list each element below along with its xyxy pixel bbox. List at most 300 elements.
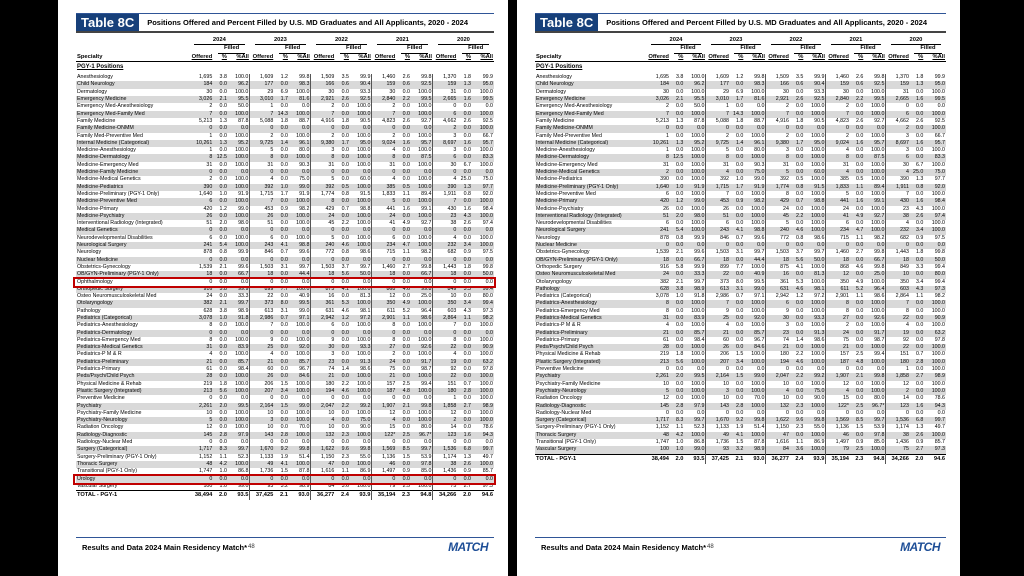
pct-us-md-value: 0.8 [790, 184, 804, 191]
table-label: Table 8C [535, 14, 598, 31]
pct-all-value: 100.0 [235, 409, 249, 416]
offered-value: 213 [646, 359, 670, 366]
pct-us-md-value: 25.0 [910, 169, 924, 176]
pct-all-value: 100.0 [479, 409, 493, 416]
table-row [535, 96, 946, 103]
pct-all-value: 100.0 [864, 300, 886, 307]
offered-value: 234 [372, 242, 396, 249]
pct-all-value: 100.0 [691, 205, 705, 212]
pct-all-value: 92.7 [421, 117, 432, 124]
offered-value: 0 [706, 242, 730, 249]
pct-all-value: 100.0 [228, 417, 250, 424]
pct-us-md-value: 3.4 [457, 300, 472, 307]
pct-all-value: 98.8 [744, 227, 766, 234]
pct-all-value: 100.0 [418, 161, 432, 168]
offered-value: 6 [209, 234, 213, 241]
pct-us-md-value: 0.0 [670, 344, 684, 351]
offered-value: 10 [311, 410, 335, 417]
pct-us-md-value: 0.0 [274, 213, 289, 220]
pct-us-md-value: 0.0 [213, 111, 228, 118]
table-row [535, 154, 946, 161]
offered-value: 1,670 [706, 417, 730, 424]
pct-us-md-value: 0.0 [850, 330, 864, 337]
offered-value: 0 [250, 279, 274, 286]
pct-all-value: 100.0 [811, 147, 825, 154]
pct-all-value: 40.9 [299, 293, 310, 300]
pct-all-value: 91.5 [804, 184, 826, 191]
specialty-name: Nuclear Medicine [76, 257, 189, 264]
specialty-name: Pathology [77, 307, 101, 314]
pct-us-md-value: 0.0 [910, 257, 924, 264]
specialty-name: Neurodevelopmental Disabilities [536, 220, 612, 227]
pct-all-value: 100.0 [924, 227, 946, 234]
table-row [76, 162, 494, 169]
pct-us-md-value: 0.0 [790, 388, 804, 395]
pct-all-value: 100.0 [479, 336, 493, 343]
pct-all-value: 100.0 [479, 234, 493, 241]
offered-value: 453 [250, 206, 274, 213]
offered-value: 0 [311, 169, 335, 176]
year-label: 2022 [316, 37, 367, 45]
pct-us-md-value: 3.2 [730, 446, 744, 454]
offered-value: 132 [766, 403, 790, 410]
footer-text: Results and Data 2024 Main Residency Match* [541, 543, 707, 552]
pct-all-value: 83.9 [228, 344, 250, 351]
pct-all-value: 100.0 [684, 169, 706, 176]
offered-value: 1,509 [766, 74, 790, 81]
pct-us-md-value: 2.5 [855, 351, 864, 358]
pct-us-md-value: 1.2 [280, 74, 288, 81]
pct-all-value: 97.5 [482, 249, 493, 256]
offered-value: 21 [311, 373, 335, 380]
pct-us-md-value: 5.8 [676, 263, 684, 270]
pct-all-value: 0.0 [472, 476, 494, 483]
pct-us-md-value: 3.8 [676, 74, 684, 81]
pct-all-value: 85.0 [421, 468, 432, 475]
pct-all-value: 0.0 [411, 227, 433, 234]
pct-all-value: 95.0 [804, 140, 826, 147]
offered-value: 60 [706, 337, 730, 344]
offered-value: 2 [433, 125, 457, 132]
table-row [535, 103, 946, 110]
pct-all-value: 100.0 [871, 161, 885, 168]
pct-all-value: 0.0 [289, 169, 311, 176]
pct-us-md-value: 0.0 [676, 307, 684, 314]
pct-us-md-value: 0.0 [457, 271, 472, 278]
offered-value: 41 [826, 213, 850, 220]
specialty-name: Child Neurology [76, 81, 189, 88]
pct-all-value: 75.0 [350, 417, 372, 424]
pct-all-value: 98.9 [299, 482, 310, 489]
pct-all-value: 0.0 [228, 476, 250, 483]
pct-all-value: 0.0 [937, 103, 945, 110]
pct-us-md-value: 0.0 [850, 315, 864, 322]
specialty-name: Internal Medicine (Categorical) [535, 140, 646, 147]
offered-value: 1,695 [655, 74, 669, 81]
pct-us-md-value: 0.0 [280, 395, 288, 402]
offered-value: 1,133 [250, 454, 274, 461]
offered-value: 1,503 [766, 249, 790, 256]
pct-us-md-value: 0.0 [670, 125, 684, 132]
offered-value: 875 [766, 264, 790, 271]
year-header [646, 37, 706, 45]
pct-us-md-value: 0.0 [910, 344, 924, 351]
offered-value: 15 [826, 395, 850, 402]
pct-us-md-value: 4.3 [463, 307, 471, 314]
pct-us-md-value: 0.0 [280, 293, 288, 300]
specialty-name: Dermatology [536, 88, 567, 95]
year-label: 2024 [194, 37, 245, 45]
pct-all-value: 100.0 [931, 366, 945, 373]
offered-value: 5 [706, 147, 730, 154]
offered-value: 7 [250, 198, 274, 205]
offered-value: 7 [706, 191, 730, 198]
match-logo: MATCH [448, 540, 488, 554]
pct-us-md-value: 0.0 [341, 234, 349, 241]
pct-all-value: 100.0 [296, 351, 310, 358]
pct-us-md-value: 0.0 [790, 242, 804, 249]
year-label: 2021 [377, 37, 428, 45]
offered-value: 1,736 [706, 439, 730, 446]
pct-us-md-value: 1.0 [670, 446, 684, 454]
pct-us-md-value: 0.0 [915, 88, 924, 95]
table-row [76, 308, 494, 315]
offered-value: 2 [372, 103, 396, 110]
pct-us-md-value: 0.0 [396, 227, 411, 234]
pct-us-md-value: 0.0 [850, 257, 864, 264]
pct-us-md-value: 1.1 [402, 190, 410, 197]
pct-us-md-value: 1.0 [219, 468, 227, 475]
pct-us-md-value: 0.0 [915, 132, 924, 139]
pct-all-value: 99.5 [864, 96, 886, 103]
specialty-name: Medical Genetics [76, 227, 189, 234]
offered-value: 4 [372, 176, 396, 183]
pct-all-value: 100.0 [350, 111, 372, 118]
pct-all-value: 98.2 [299, 205, 310, 212]
pct-all-value: 91.9 [744, 184, 766, 191]
pct-all-value: 98.9 [924, 373, 946, 380]
offered-value: 9,024 [826, 140, 850, 147]
offered-value: 37,425 [706, 454, 730, 464]
offered-value: 390 [189, 184, 213, 191]
offered-value: 0 [666, 409, 669, 416]
pct-all-value: 100.0 [684, 227, 706, 234]
offered-value: 241 [646, 227, 670, 234]
pct-us-md-value: 0.0 [915, 322, 924, 329]
pct-all-value: 100.0 [804, 227, 826, 234]
pct-all-value: 100.0 [744, 300, 766, 307]
pct-us-md-value: 1.2 [219, 205, 227, 212]
offered-value: 12 [663, 395, 669, 402]
pct-us-md-value: 0.0 [219, 234, 227, 241]
pct-us-md-value: 2.3 [396, 491, 411, 501]
pct-all-value: 99.9 [814, 74, 825, 81]
pct-all-value: 100.0 [472, 373, 494, 380]
pct-us-md-value: 5.4 [670, 227, 684, 234]
pct-us-md-value: 0.0 [402, 103, 410, 110]
pct-us-md-value: 2.1 [676, 278, 684, 285]
pct-all-value: 100.0 [411, 242, 433, 249]
offered-value: 18 [826, 257, 850, 264]
offered-value: 123 [886, 403, 910, 410]
pct-all-value: 92.5 [864, 81, 886, 88]
pct-us-md-value: 1.1 [402, 249, 410, 256]
pct-all-value: 100.0 [357, 322, 371, 329]
offered-value: 7 [886, 191, 910, 198]
pct-all-value: 89.4 [864, 184, 886, 191]
pct-us-md-value: 0.0 [676, 103, 684, 110]
specialty-name: Medicine-Medical Genetics [77, 176, 141, 183]
pct-us-md-value: 0.0 [790, 344, 804, 351]
offered-value: 12 [206, 424, 213, 431]
pct-all-value: 90.9 [472, 344, 494, 351]
offered-value: 392 [766, 176, 790, 183]
offered-value: 0 [372, 227, 396, 234]
offered-value: 1,907 [372, 403, 396, 410]
offered-value: 603 [433, 308, 457, 315]
pct-all-value: 100.0 [357, 220, 371, 227]
offered-value: 29 [706, 89, 730, 96]
pct-us-md-value: 0.0 [280, 176, 288, 183]
pct-all-value: 78.6 [482, 424, 493, 431]
pct-all-value: 99.7 [228, 446, 250, 453]
offered-value: 0 [766, 410, 790, 417]
offered-value: 0 [706, 410, 730, 417]
pct-all-value: 92.0 [744, 315, 766, 322]
offered-value: 2,864 [886, 293, 910, 300]
pct-us-md-value: 1.9 [280, 453, 288, 460]
pct-all-value: 100.0 [684, 154, 706, 161]
pct-us-md-value: 0.0 [219, 351, 227, 358]
offered-value: 19 [886, 330, 910, 337]
pct-all-value: 80.0 [421, 424, 432, 431]
pct-all-value: 97.1 [289, 315, 311, 322]
pct-all-value: 97.7 [472, 184, 494, 191]
pct-all-value: 100.0 [931, 380, 945, 387]
filled-label: Filled [279, 45, 307, 53]
pct-all-value: 99.7 [299, 263, 310, 270]
offered-value: 613 [250, 308, 274, 315]
offered-value: 21 [372, 373, 396, 380]
pct-us-md-value: 2.8 [457, 388, 472, 395]
offered-value: 79 [826, 446, 850, 454]
pct-us-md-value: 1.5 [280, 468, 288, 475]
pct-all-value: 93.5 [684, 454, 706, 464]
table-row [76, 242, 494, 249]
pct-all-value: 100.0 [811, 161, 825, 168]
offered-value: 0 [189, 257, 213, 264]
pct-us-md-value: 0.0 [402, 351, 410, 358]
pct-us-md-value: 0.0 [335, 111, 350, 118]
offered-value: 75 [886, 446, 910, 454]
specialty-name: Medicine-Emergency Med [77, 161, 139, 168]
pctall-header: %All [289, 54, 311, 62]
pct-us-md-value: 3.4 [910, 227, 924, 234]
pct-us-md-value: 0.0 [341, 293, 349, 300]
pct-us-md-value: 0.0 [396, 111, 411, 118]
offered-value: 382 [660, 278, 669, 285]
table-row [76, 169, 494, 176]
pct-us-md-value: 2.2 [790, 213, 804, 220]
pct-us-md-value: 0.0 [463, 88, 471, 95]
pct-all-value: 100.0 [296, 234, 310, 241]
offered-value: 4 [311, 417, 335, 424]
offered-value: 207 [250, 388, 274, 395]
pct-all-value: 90.9 [924, 315, 946, 322]
offered-header: Offered [372, 54, 396, 62]
table-row [76, 366, 494, 373]
pct-us-md-value: 0.0 [280, 322, 288, 329]
offered-value: 9 [250, 337, 274, 344]
pct-us-md-value: 1.8 [463, 74, 471, 81]
offered-value: 1 [666, 147, 669, 154]
offered-value: 61 [206, 366, 213, 373]
offered-value: 392 [706, 176, 730, 183]
pct-all-value: 99.7 [694, 278, 705, 285]
pct-all-value: 93.3 [814, 88, 825, 95]
offered-value: 2 [886, 125, 910, 132]
offered-value: 1,136 [826, 424, 850, 431]
specialty-name: Medicine-Primary [77, 205, 119, 212]
offered-value: 38 [433, 461, 457, 468]
offered-value: 23 [886, 206, 910, 213]
offered-value: 3,078 [189, 315, 213, 322]
section-label: PGY-1 Positions [536, 63, 583, 70]
pct-us-md-value: 1.8 [915, 249, 924, 256]
table-row [76, 213, 494, 220]
pct-all-value: 99.0 [299, 307, 310, 314]
pct-us-md-value: 0.0 [730, 257, 744, 264]
offered-header: Offered [250, 54, 274, 62]
specialty-name: Medicine-Medical Genetics [535, 169, 646, 176]
specialty-name: Pediatrics-Medical Genetics [535, 315, 646, 322]
pct-all-value: 85.7 [744, 330, 766, 337]
table-row [535, 395, 946, 402]
pct-us-md-value: 0.0 [274, 257, 289, 264]
pct-us-md-value: 0.0 [335, 213, 350, 220]
pct-all-value: 95.0 [350, 140, 372, 147]
pct-all-value: 99.8 [874, 249, 885, 256]
pct-all-value: 0.0 [684, 125, 706, 132]
offered-value: 24 [646, 271, 670, 278]
pct-us-md-value: 2.0 [670, 454, 684, 464]
offered-value: 0 [372, 169, 396, 176]
pct-all-value: 98.1 [360, 307, 371, 314]
offered-value: 30 [433, 162, 457, 169]
pct-us-md-value: 0.0 [730, 213, 744, 220]
pct-all-value: 100.0 [744, 403, 766, 410]
specialty-name: Psychiatry [76, 403, 189, 410]
pct-us-md-value: 0.0 [850, 154, 864, 161]
pct-us-md-value: 2.5 [396, 432, 411, 439]
pct-us-md-value: 2.6 [402, 117, 410, 124]
pct-us-md-value: 0.0 [730, 330, 744, 337]
pct-us-md-value: 0.0 [676, 147, 684, 154]
pct-us-md-value: 0.0 [730, 154, 744, 161]
offered-value: 390 [660, 176, 669, 183]
page-content [535, 13, 946, 464]
pct-us-md-value: 0.0 [219, 278, 227, 285]
pct-us-md-value: 2.1 [670, 96, 684, 103]
pct-all-value: 100.0 [691, 351, 705, 358]
specialty-header: Specialty [535, 54, 646, 62]
pct-all-value: 75.0 [299, 176, 310, 183]
pctall-header: %All [804, 54, 826, 62]
specialty-name: TOTAL - PGY-1 [535, 454, 646, 464]
pct-all-value: 100.0 [350, 242, 372, 249]
offered-value: 0 [250, 169, 274, 176]
table-row [535, 381, 946, 388]
pct-all-value: 96.2 [684, 81, 706, 88]
offered-value: 166 [311, 81, 335, 88]
blank-header [250, 45, 274, 53]
offered-value: 0 [826, 366, 850, 373]
specialty-name: Surgery (Categorical) [535, 417, 646, 424]
specialty-name: Pediatrics-Emergency Med [77, 336, 141, 343]
offered-value: 4 [826, 147, 850, 154]
pct-us-md-value: 2.3 [335, 432, 350, 439]
offered-value: 1,460 [372, 264, 396, 271]
year-header [311, 37, 372, 45]
filled-label: Filled [218, 45, 246, 53]
offered-value: 4 [706, 322, 730, 329]
pct-all-value: 0.0 [485, 103, 493, 110]
pct-us-md-value: 0.0 [213, 359, 228, 366]
pct-all-value: 33.3 [684, 271, 706, 278]
table-row [76, 154, 494, 161]
specialty-name: Pediatrics-Emergency Med [536, 307, 600, 314]
pct-us-md-value: 0.0 [402, 409, 410, 416]
blank-header [766, 45, 790, 53]
offered-value: 0 [886, 242, 910, 249]
offered-value: 772 [311, 249, 335, 256]
pct-all-value: 97.8 [864, 432, 886, 439]
table-row [76, 184, 494, 191]
specialty-name: Orthopedic Surgery [536, 263, 582, 270]
offered-value: 0 [826, 242, 850, 249]
pct-us-md-value: 1.4 [274, 140, 289, 147]
pct-us-md-value: 0.0 [795, 147, 804, 154]
pct-all-value: 0.0 [817, 366, 825, 373]
pct-us-md-value: 0.0 [730, 300, 744, 307]
specialty-name: Pediatrics-Primary [536, 336, 580, 343]
pct-all-value: 100.0 [871, 103, 885, 110]
pct-all-value: 83.9 [684, 315, 706, 322]
pct-all-value: 99.8 [934, 249, 945, 256]
table-row [535, 366, 946, 373]
pct-us-md-value: 6.9 [735, 88, 744, 95]
pct-all-value: 91.9 [684, 184, 706, 191]
pct-us-md-value: 4.6 [396, 286, 411, 293]
offered-value: 1,497 [372, 468, 396, 475]
offered-value: 899 [250, 286, 274, 293]
offered-value: 159 [826, 81, 850, 88]
specialty-name: Radiology-Nuclear Med [77, 439, 133, 446]
pct-us-md-value: 0.0 [457, 154, 472, 161]
pct-us-md-value: 1.8 [676, 351, 684, 358]
offered-value: 1 [666, 132, 669, 139]
pct-us-md-value: 0.0 [850, 125, 864, 132]
pct-all-value: 98.9 [684, 286, 706, 293]
offered-value: 27 [826, 315, 850, 322]
pct-all-value: 100.0 [811, 176, 825, 183]
pct-all-value: 97.3 [482, 307, 493, 314]
pct-all-value: 0.0 [472, 227, 494, 234]
pct-us-md-value: 0.0 [402, 395, 410, 402]
pct-us-md-value: 0.0 [855, 88, 864, 95]
offered-value: 6 [886, 154, 910, 161]
pct-us-md-value: 0.0 [402, 439, 410, 446]
